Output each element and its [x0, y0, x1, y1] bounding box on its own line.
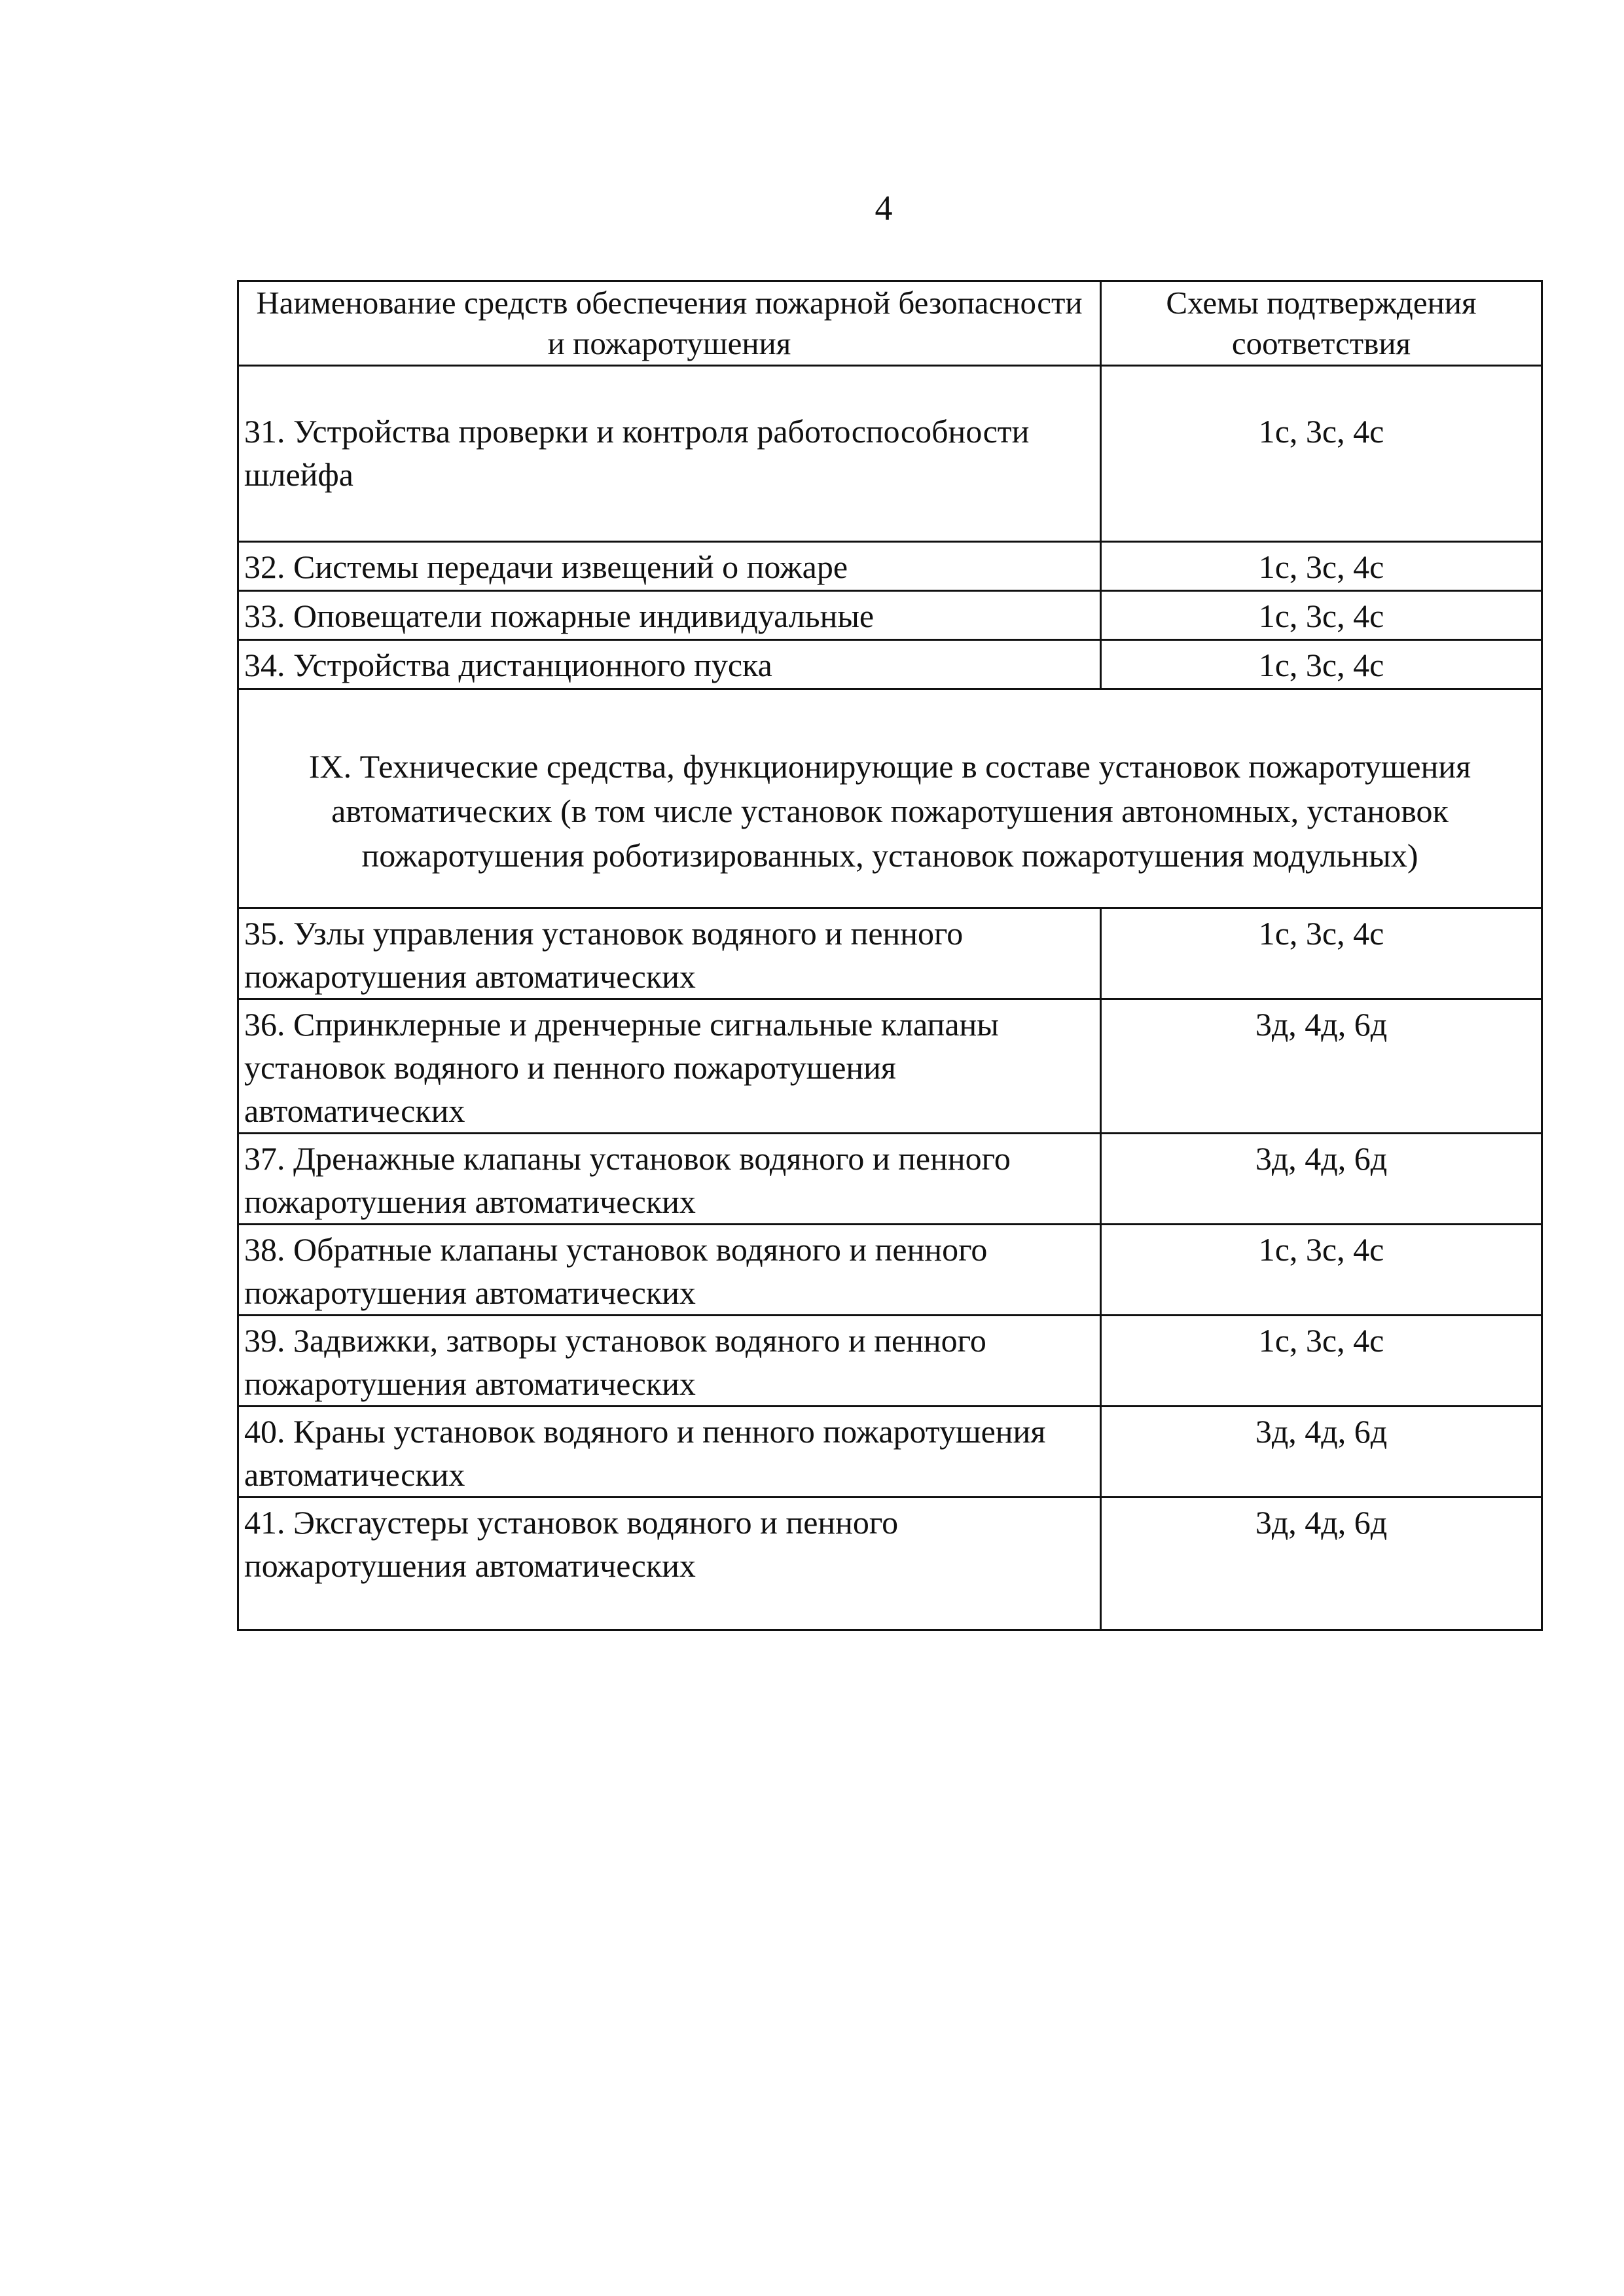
section-heading-ix: IX. Технические средства, функционирующие в составе установок пожаротушения автоматических (в том числе установок пожаротушения автономных, установок пожаротушения роботизированных, установок пожаротушения модульных) — [238, 689, 1542, 908]
table-row — [238, 999, 1542, 1134]
row-33-name: 33. Оповещатели пожарные индивидуальные — [238, 591, 1101, 640]
table-row — [238, 591, 1542, 640]
table-row — [238, 1316, 1542, 1407]
row-37-name: 37. Дренажные клапаны установок водяного и пенного пожаротушения автоматических — [238, 1134, 1101, 1225]
row-40-scheme: 3д, 4д, 6д — [1101, 1407, 1542, 1498]
row-35-name: 35. Узлы управления установок водяного и пенного пожаротушения автоматических — [238, 908, 1101, 999]
row-36-name: 36. Спринклерные и дренчерные сигнальные клапаны установок водяного и пенного пожаротушения автоматических — [238, 999, 1101, 1134]
row-32-scheme: 1с, 3с, 4с — [1101, 542, 1542, 591]
page-number: 4 — [875, 188, 893, 228]
row-38-name: 38. Обратные клапаны установок водяного и пенного пожаротушения автоматических — [238, 1225, 1101, 1316]
row-32-name: 32. Системы передачи извещений о пожаре — [238, 542, 1101, 591]
table-header-row — [238, 281, 1542, 366]
row-39-scheme: 1с, 3с, 4с — [1101, 1316, 1542, 1407]
certification-schemes-table — [237, 280, 1543, 1631]
header-schemes: Схемы подтверждения соответствия — [1101, 281, 1542, 366]
row-38-scheme: 1с, 3с, 4с — [1101, 1225, 1542, 1316]
row-41-scheme: 3д, 4д, 6д — [1101, 1498, 1542, 1630]
row-31-name: 31. Устройства проверки и контроля работоспособности шлейфа — [238, 366, 1101, 542]
table-row — [238, 1225, 1542, 1316]
section-row — [238, 689, 1542, 908]
row-37-scheme: 3д, 4д, 6д — [1101, 1134, 1542, 1225]
row-31-scheme: 1с, 3с, 4с — [1101, 366, 1542, 542]
table-row — [238, 542, 1542, 591]
row-36-scheme: 3д, 4д, 6д — [1101, 999, 1542, 1134]
row-34-name: 34. Устройства дистанционного пуска — [238, 640, 1101, 689]
table-row — [238, 908, 1542, 999]
table-row — [238, 1407, 1542, 1498]
row-35-scheme: 1с, 3с, 4с — [1101, 908, 1542, 999]
header-product-name: Наименование средств обеспечения пожарной безопасности и пожаротушения — [238, 281, 1101, 366]
row-40-name: 40. Краны установок водяного и пенного пожаротушения автоматических — [238, 1407, 1101, 1498]
table-row — [238, 640, 1542, 689]
table-row — [238, 1134, 1542, 1225]
row-41-name: 41. Эксгаустеры установок водяного и пенного пожаротушения автоматических — [238, 1498, 1101, 1630]
row-33-scheme: 1с, 3с, 4с — [1101, 591, 1542, 640]
row-39-name: 39. Задвижки, затворы установок водяного и пенного пожаротушения автоматических — [238, 1316, 1101, 1407]
table-row — [238, 366, 1542, 542]
table-row — [238, 1498, 1542, 1630]
row-34-scheme: 1с, 3с, 4с — [1101, 640, 1542, 689]
